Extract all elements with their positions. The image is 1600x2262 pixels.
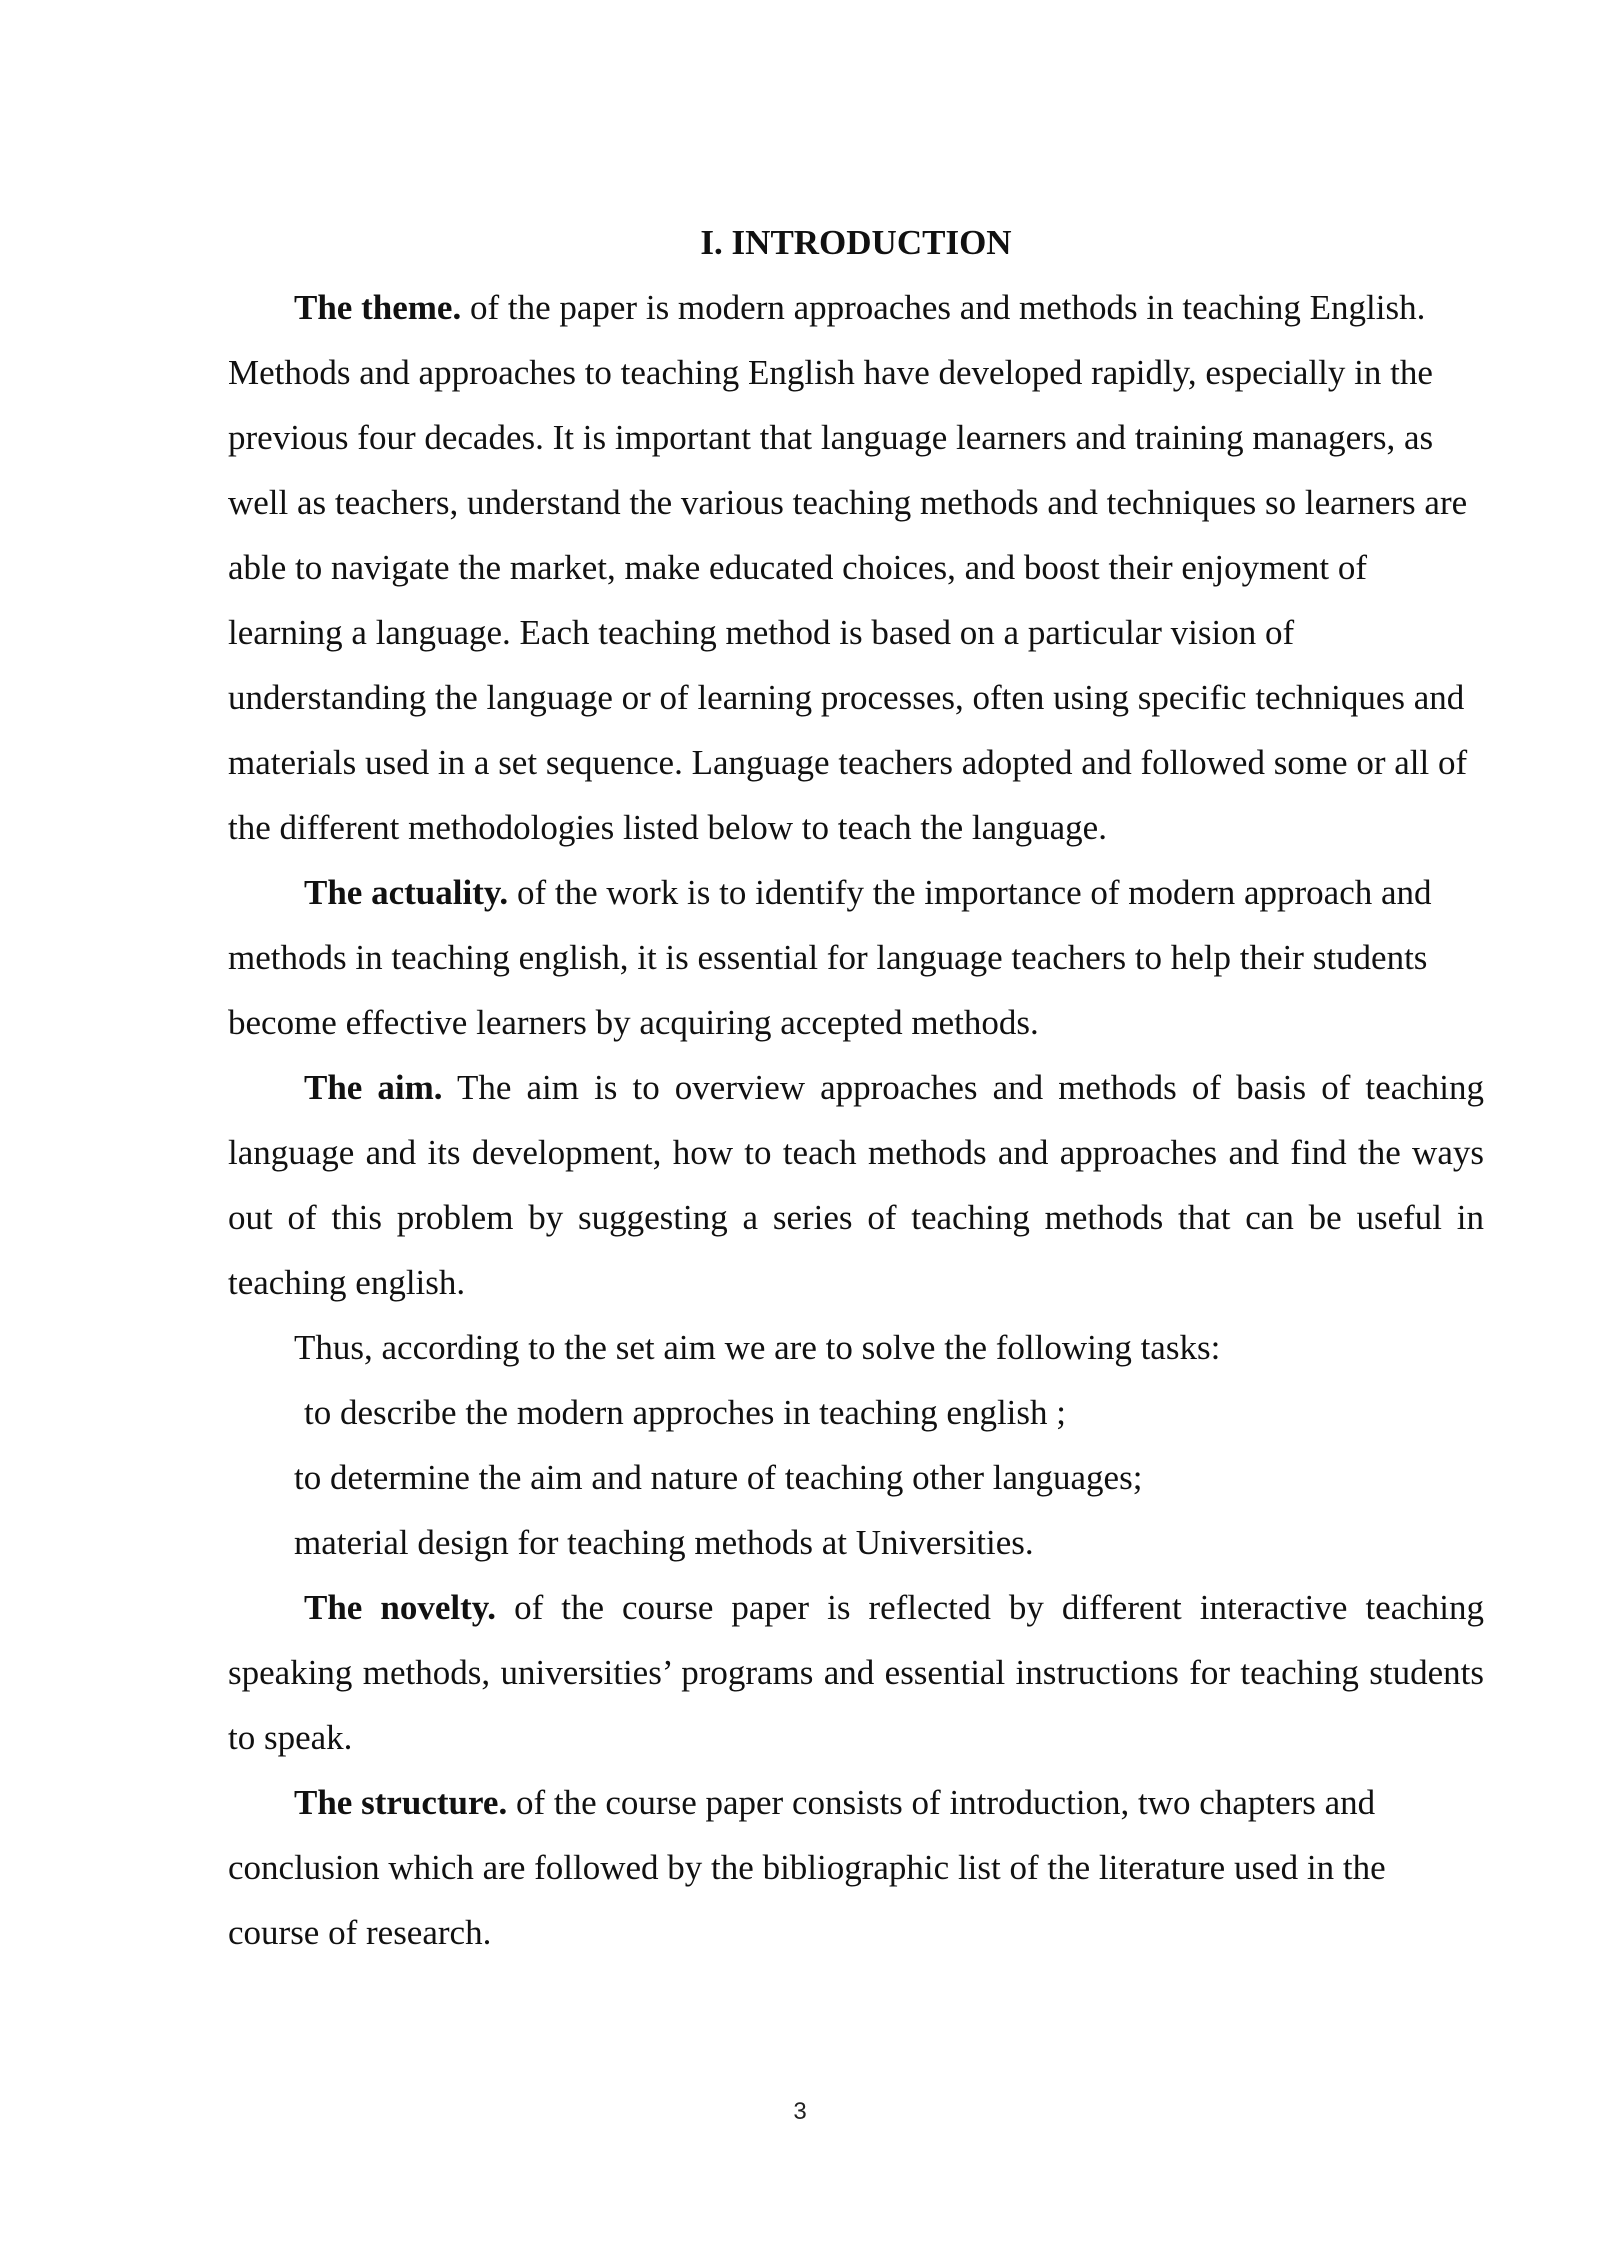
theme-paragraph (228, 275, 1484, 860)
task-item: to describe the modern approches in teaching english ; (304, 1393, 1066, 1432)
novelty-text: of the course paper is reflected by different interactive teaching speaking methods, universities’ programs and essential instructions for teaching students to speak. (228, 1588, 1484, 1757)
tasks-intro: Thus, according to the set aim we are to solve the following tasks: (294, 1328, 1221, 1367)
page-content (228, 210, 1484, 1965)
aim-text: The aim is to overview approaches and methods of basis of teaching language and its development, how to teach methods and approaches and find the ways out of this problem by suggesting a series of teaching methods that can be useful in teaching english. (228, 1068, 1484, 1302)
novelty-paragraph (228, 1575, 1484, 1770)
actuality-paragraph (228, 860, 1484, 1055)
theme-text: of the paper is modern approaches and methods in teaching English. Methods and approaches to teaching English have developed rapidly, especially in the previous four decades. It is important that language learners and training managers, as well as teachers, understand the various teaching methods and techniques so learners are able to navigate the market, make educated choices, and boost their enjoyment of learning a language. Each teaching method is based on a particular vision of understanding the language or of learning processes, often using specific techniques and materials used in a set sequence. Language teachers adopted and followed some or all of the different methodologies listed below to teach the language. (228, 288, 1468, 847)
novelty-lead: The novelty. (304, 1588, 497, 1627)
structure-paragraph (228, 1770, 1484, 1965)
task-item: to determine the aim and nature of teaching other languages; (294, 1458, 1143, 1497)
section-heading: I. INTRODUCTION (700, 223, 1012, 262)
aim-paragraph (228, 1055, 1484, 1315)
actuality-lead: The actuality. (304, 873, 509, 912)
task-item: material design for teaching methods at Universities. (294, 1523, 1034, 1562)
page-number: 3 (793, 2098, 807, 2125)
actuality-text: of the work is to identify the importance of modern approach and methods in teaching english, it is essential for language teachers to help their students become effective learners by acquiring accepted methods. (228, 873, 1432, 1042)
structure-text: of the course paper consists of introduction, two chapters and conclusion which are followed by the bibliographic list of the literature used in the course of research. (228, 1783, 1386, 1952)
theme-lead: The theme. (294, 288, 462, 327)
aim-lead: The aim. (304, 1068, 443, 1107)
structure-lead: The structure. (294, 1783, 508, 1822)
